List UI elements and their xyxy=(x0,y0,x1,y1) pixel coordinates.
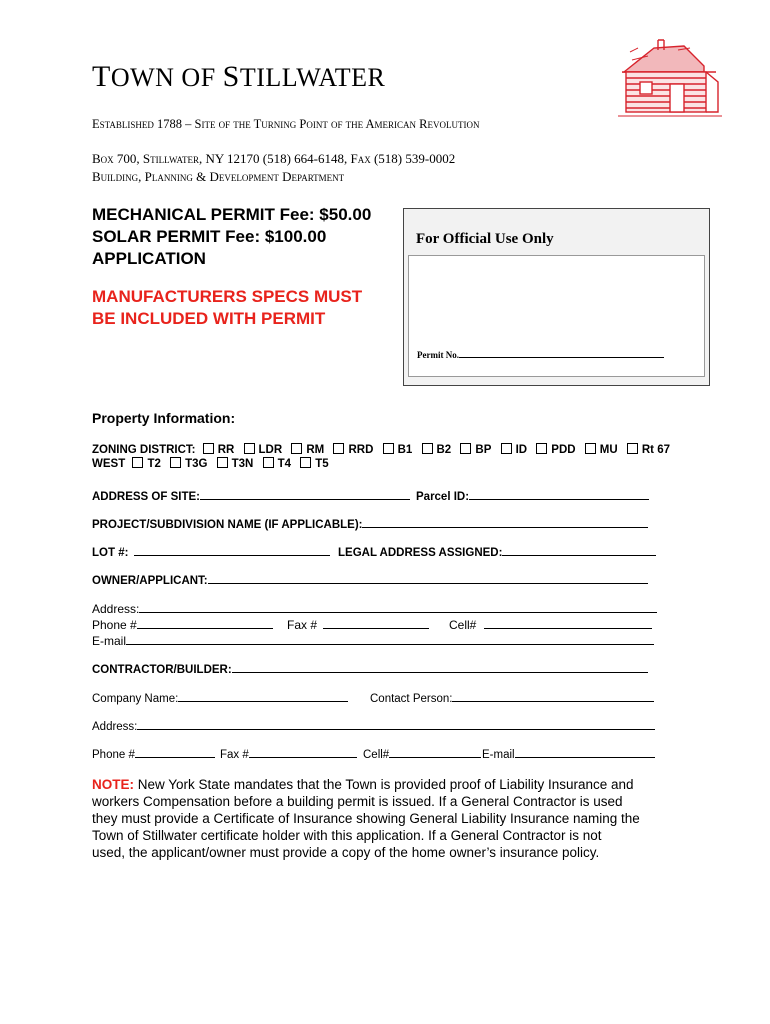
company-name-line[interactable] xyxy=(178,688,348,702)
contractor-builder-field[interactable]: CONTRACTOR/BUILDER: xyxy=(92,659,648,676)
owner-cell-line[interactable] xyxy=(484,615,652,629)
lot-field[interactable]: LOT #: xyxy=(92,542,330,559)
checkbox-mu[interactable] xyxy=(585,443,596,454)
established-line: Established 1788 – Site of the Turning Point of the American Revolution xyxy=(92,117,480,131)
page-title: TOWN OF STILLWATER xyxy=(92,60,386,93)
checkbox-t2[interactable] xyxy=(132,457,143,468)
legal-address-field[interactable]: LEGAL ADDRESS ASSIGNED: xyxy=(338,542,656,559)
contractor-address-field[interactable]: Address: xyxy=(92,716,655,733)
zoning-row-1: ZONING DISTRICT: RR LDR RM RRD B1 B2 BP ID PDD MU Rt 67 xyxy=(92,444,670,456)
official-use-area xyxy=(408,255,705,377)
contact-person-field[interactable]: Contact Person: xyxy=(370,688,654,705)
checkbox-rr[interactable] xyxy=(203,443,214,454)
owner-fax-field[interactable]: Fax # xyxy=(287,615,429,632)
checkbox-bp[interactable] xyxy=(460,443,471,454)
insurance-note: NOTE: New York State mandates that the Town is provided proof of Liability Insurance and workers Compensation before a building permit is issued. If a General Contractor is used they must provide a Certificate of Insurance showing General Liability Insurance naming the Town of Stillwater certificate holder with this application. If a General Contractor is not used, the applicant/owner must provide a copy of the home owner’s insurance policy. xyxy=(92,777,640,860)
owner-email-field[interactable]: E-mail xyxy=(92,631,654,648)
permit-number-line[interactable] xyxy=(459,348,664,358)
legal-address-line[interactable] xyxy=(502,542,656,556)
owner-applicant-field[interactable]: OWNER/APPLICANT: xyxy=(92,570,648,587)
owner-cell-field[interactable]: Cell# xyxy=(449,615,652,632)
checkbox-rt67[interactable] xyxy=(627,443,638,454)
contractor-fax-field[interactable]: Fax # xyxy=(220,744,357,761)
checkbox-id[interactable] xyxy=(501,443,512,454)
owner-fax-line[interactable] xyxy=(323,615,429,629)
checkbox-pdd[interactable] xyxy=(536,443,547,454)
address-of-site-line[interactable] xyxy=(200,486,410,500)
owner-phone-line[interactable] xyxy=(137,615,273,629)
contractor-address-line[interactable] xyxy=(137,716,655,730)
checkbox-b1[interactable] xyxy=(383,443,394,454)
application-label: APPLICATION xyxy=(92,249,206,268)
company-name-field[interactable]: Company Name: xyxy=(92,688,348,705)
town-address: Box 700, Stillwater, NY 12170 (518) 664-6148, Fax (518) 539-0002 xyxy=(92,151,456,166)
checkbox-t3n[interactable] xyxy=(217,457,228,468)
project-name-field[interactable]: PROJECT/SUBDIVISION NAME (IF APPLICABLE): xyxy=(92,514,648,531)
checkbox-rrd[interactable] xyxy=(333,443,344,454)
contractor-phone-line[interactable] xyxy=(135,744,215,758)
project-name-line[interactable] xyxy=(362,514,648,528)
zoning-row-2: WEST T2 T3G T3N T4 T5 xyxy=(92,458,329,470)
contractor-email-field[interactable]: E-mail xyxy=(482,744,655,761)
checkbox-t5[interactable] xyxy=(300,457,311,468)
address-of-site-field[interactable]: ADDRESS OF SITE: xyxy=(92,486,410,503)
contractor-phone-field[interactable]: Phone # xyxy=(92,744,215,761)
mechanical-fee: MECHANICAL PERMIT Fee: $50.00 xyxy=(92,205,372,224)
owner-address-line[interactable] xyxy=(139,599,657,613)
parcel-id-line[interactable] xyxy=(469,486,649,500)
checkbox-t3g[interactable] xyxy=(170,457,181,468)
contact-person-line[interactable] xyxy=(452,688,654,702)
specs-warning: MANUFACTURERS SPECS MUST BE INCLUDED WITH PERMIT xyxy=(92,287,363,328)
contractor-builder-line[interactable] xyxy=(232,659,648,673)
department-name: Building, Planning & Development Department xyxy=(92,169,345,184)
official-use-box xyxy=(403,208,710,386)
note-label: NOTE: xyxy=(92,777,134,792)
owner-applicant-line[interactable] xyxy=(208,570,648,584)
log-cabin-icon xyxy=(618,38,724,127)
contractor-cell-field[interactable]: Cell# xyxy=(363,744,481,761)
lot-line[interactable] xyxy=(134,542,330,556)
parcel-id-field[interactable]: Parcel ID: xyxy=(416,486,649,503)
contractor-cell-line[interactable] xyxy=(389,744,481,758)
checkbox-rm[interactable] xyxy=(291,443,302,454)
owner-phone-field[interactable]: Phone # xyxy=(92,615,273,632)
owner-address-field[interactable]: Address: xyxy=(92,599,657,616)
permit-fees xyxy=(92,204,371,270)
checkbox-b2[interactable] xyxy=(422,443,433,454)
permit-number-field[interactable]: Permit No. xyxy=(417,348,664,360)
contractor-email-line[interactable] xyxy=(515,744,655,758)
property-heading: Property Information: xyxy=(92,410,236,426)
checkbox-ldr[interactable] xyxy=(244,443,255,454)
checkbox-t4[interactable] xyxy=(263,457,274,468)
owner-email-line[interactable] xyxy=(126,631,654,645)
solar-fee: SOLAR PERMIT Fee: $100.00 xyxy=(92,227,327,246)
official-use-title: For Official Use Only xyxy=(416,231,554,247)
contractor-fax-line[interactable] xyxy=(249,744,357,758)
